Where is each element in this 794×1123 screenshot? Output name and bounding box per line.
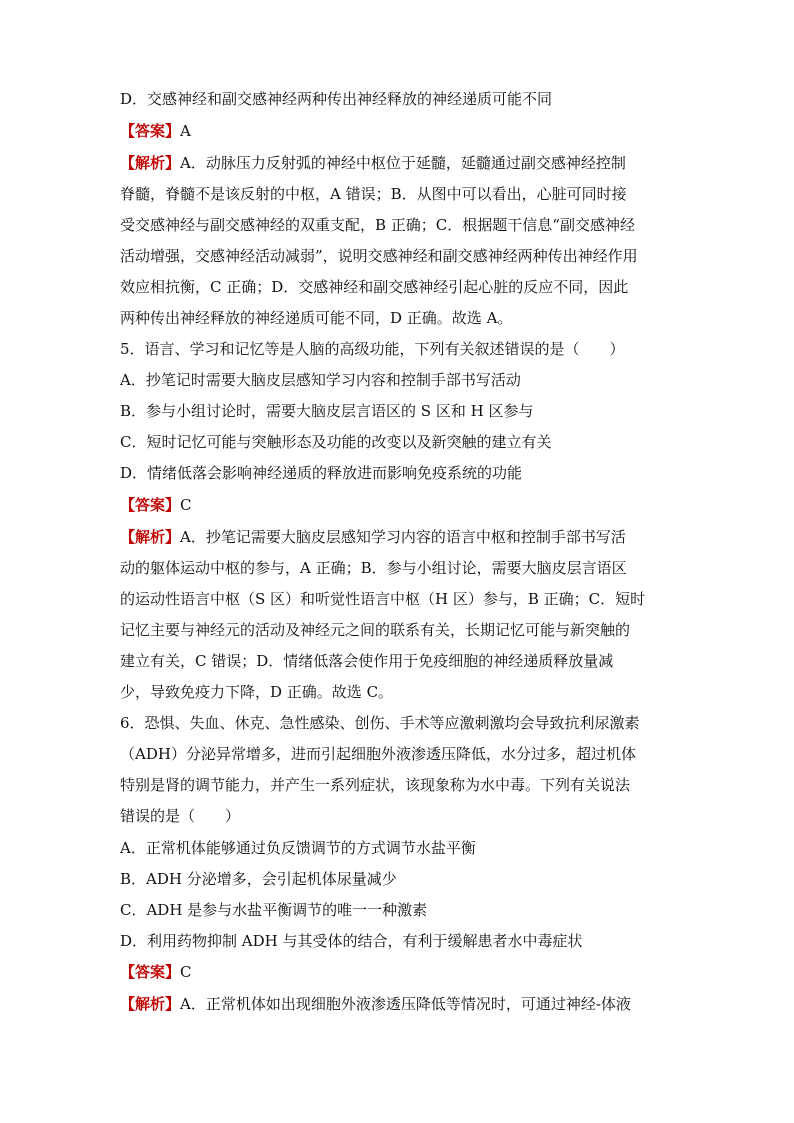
q6-option-b: B．ADH 分泌增多，会引起机体尿量减少 [120, 870, 397, 888]
q6-stem-line: 错误的是（ ） [120, 807, 241, 825]
q6-option-a: A．正常机体能够通过负反馈调节的方式调节水盐平衡 [120, 839, 476, 857]
q5-analysis-line: 少，导致免疫力下降，D 正确。故选 C。 [120, 683, 394, 701]
analysis-tag: 【解析】 [120, 528, 181, 546]
answer-tag: 【答案】 [120, 496, 181, 514]
q5-option-c: C．短时记忆可能与突触形态及功能的改变以及新突触的建立有关 [120, 433, 552, 451]
answer-value: A [180, 122, 191, 140]
q5-analysis-line: 动的躯体运动中枢的参与，A 正确；B．参与小组讨论，需要大脑皮层言语区 [120, 559, 627, 577]
answer-value: C [180, 496, 192, 514]
q5-answer [120, 495, 680, 515]
q6-stem-line: 6．恐惧、失血、休克、急性感染、创伤、手术等应激刺激均会导致抗利尿激素 [120, 714, 640, 732]
q5-option-a: A．抄笔记时需要大脑皮层感知学习内容和控制手部书写活动 [120, 371, 521, 389]
answer-tag: 【答案】 [120, 963, 181, 981]
q5-analysis-line: 记忆主要与神经元的活动及神经元之间的联系有关，长期记忆可能与新突触的 [120, 621, 631, 639]
q5-stem: 5．语言、学习和记忆等是人脑的高级功能，下列有关叙述错误的是（ ） [120, 340, 625, 358]
answer-value: C [180, 963, 192, 981]
q6-analysis-line: 【解析】A．正常机体如出现细胞外液渗透压降低等情况时，可通过神经-体液 [120, 995, 631, 1013]
q6-answer [120, 962, 680, 982]
q4-analysis-line: 脊髓，脊髓不是该反射的中枢，A 错误；B．从图中可以看出，心脏可同时接 [120, 185, 627, 203]
q6-stem-line: 特别是肾的调节能力，并产生一系列症状，该现象称为水中毒。下列有关说法 [120, 776, 631, 794]
q4-analysis-line: 受交感神经与副交感神经的双重支配，B 正确；C．根据题干信息“副交感神经 [120, 216, 635, 234]
q4-analysis-line: 两种传出神经释放的神经递质可能不同，D 正确。故选 A。 [120, 309, 513, 327]
q5-option-d: D．情绪低落会影响神经递质的释放进而影响免疫系统的功能 [120, 464, 523, 482]
analysis-tag: 【解析】 [120, 995, 181, 1013]
q6-option-c: C．ADH 是参与水盐平衡调节的唯一一种激素 [120, 901, 428, 919]
analysis-tag: 【解析】 [120, 154, 181, 172]
q4-analysis-line: 活动增强，交感神经活动减弱”，说明交感神经和副交感神经两种传出神经作用 [120, 247, 638, 265]
q4-analysis-line: 【解析】A．动脉压力反射弧的神经中枢位于延髓，延髓通过副交感神经控制 [120, 154, 626, 172]
q5-analysis-line: 【解析】A．抄笔记需要大脑皮层感知学习内容的语言中枢和控制手部书写活 [120, 528, 626, 546]
q4-option-d: D．交感神经和副交感神经两种传出神经释放的神经递质可能不同 [120, 90, 553, 108]
q6-stem-line: （ADH）分泌异常增多，进而引起细胞外液渗透压降低，水分过多，超过机体 [120, 745, 636, 763]
q4-analysis-line: 效应相抗衡，C 正确；D．交感神经和副交感神经引起心脏的反应不同，因此 [120, 278, 629, 296]
q4-answer [120, 121, 680, 141]
q5-analysis-line: 的运动性语言中枢（S 区）和听觉性语言中枢（H 区）参与，B 正确；C．短时 [120, 590, 646, 608]
q5-analysis-line: 建立有关，C 错误；D．情绪低落会使作用于免疫细胞的神经递质释放量减 [120, 652, 614, 670]
q6-option-d: D．利用药物抑制 ADH 与其受体的结合，有利于缓解患者水中毒症状 [120, 932, 583, 950]
answer-tag: 【答案】 [120, 122, 181, 140]
q5-option-b: B．参与小组讨论时，需要大脑皮层言语区的 S 区和 H 区参与 [120, 402, 534, 420]
